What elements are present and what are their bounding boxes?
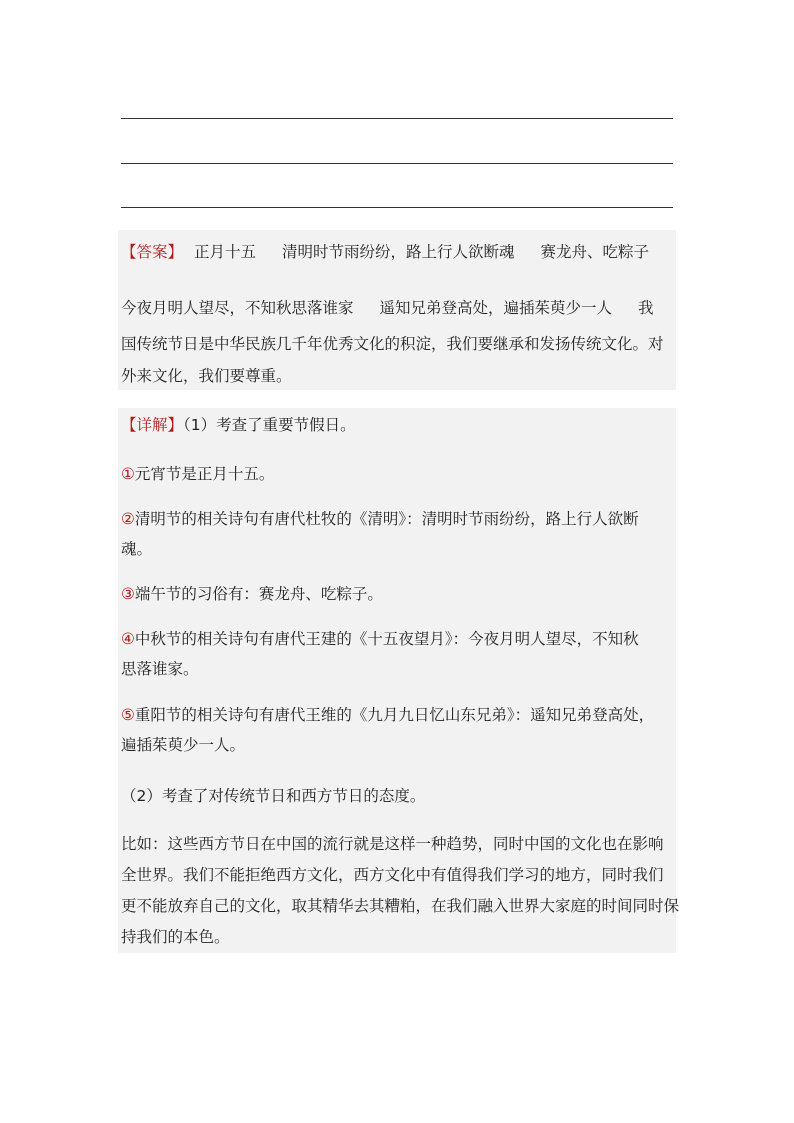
explain-heading [121, 413, 677, 435]
item-text-3: 端午节的习俗有：赛龙舟、吃粽子。 [134, 585, 383, 603]
answer-6-start: 我 [638, 299, 654, 317]
example-text-2: 全世界。我们不能拒绝西方文化，西方文化中有值得我们学习的地方，同时我们 [121, 866, 664, 884]
answer-line-4 [121, 364, 677, 386]
item-number-4: ④ [121, 630, 135, 648]
example-line-1 [121, 832, 677, 854]
item-number-1: ① [121, 465, 135, 483]
item-text-2-cont: 魂。 [121, 540, 153, 558]
answer-2: 清明时节雨纷纷，路上行人欲断魂 [281, 243, 515, 261]
answer-4: 今夜月明人望尽，不知秋思落谁家 [121, 299, 354, 317]
answer-blank-line-3 [121, 207, 673, 208]
answer-3: 赛龙舟、吃粽子 [540, 243, 649, 261]
answer-blank-line-1 [121, 118, 673, 119]
answer-5: 遥知兄弟登高处，遍插茱萸少一人 [379, 299, 613, 317]
explain-part1: （1）考查了重要节假日。 [183, 416, 356, 434]
answer-line-2 [121, 296, 677, 318]
item-text-1: 元宵节是正月十五。 [134, 465, 275, 483]
explain-item-1 [121, 462, 677, 484]
answer-6-end: 外来文化，我们要尊重。 [121, 367, 292, 385]
example-line-2 [121, 863, 677, 885]
item-text-2: 清明节的相关诗句有唐代杜牧的《清明》：清明时节雨纷纷，路上行人欲断 [134, 510, 639, 528]
explain-item-2-cont [121, 537, 677, 559]
answer-line-1 [121, 240, 677, 262]
explain-item-5 [121, 703, 677, 725]
answer-6-cont: 国传统节日是中华民族几千年优秀文化的积淀，我们要继承和发扬传统文化。对 [121, 335, 664, 353]
item-text-4-cont: 思落谁家。 [121, 660, 199, 678]
answer-1: 正月十五 [193, 243, 256, 261]
example-line-3 [121, 894, 680, 916]
item-number-2: ② [121, 510, 135, 528]
explain-tag: 【详解】 [121, 416, 184, 434]
explain-item-5-cont [121, 733, 677, 755]
item-number-3: ③ [121, 585, 135, 603]
answer-tag: 【答案】 [121, 243, 184, 261]
item-number-5: ⑤ [121, 706, 135, 724]
answer-line-3 [121, 332, 677, 354]
explain-part2-text: （2）考查了对传统节日和西方节日的态度。 [121, 787, 426, 805]
example-text-4: 持我们的本色。 [121, 928, 230, 946]
explain-item-3 [121, 582, 677, 604]
explain-item-4 [121, 627, 677, 649]
example-text-1: 比如：这些西方节日在中国的流行就是这样一种趋势，同时中国的文化也在影响 [121, 835, 664, 853]
example-text-3: 更不能放弃自己的文化，取其精华去其糟粕，在我们融入世界大家庭的时间同时保 [121, 897, 680, 915]
item-text-5-cont: 遍插茱萸少一人。 [121, 736, 246, 754]
explain-item-4-cont [121, 657, 677, 679]
answer-blank-line-2 [121, 163, 673, 164]
example-line-4 [121, 925, 677, 947]
item-text-5: 重阳节的相关诗句有唐代王维的《九月九日忆山东兄弟》：遥知兄弟登高处， [134, 706, 655, 724]
explain-part2 [121, 784, 677, 806]
explain-item-2 [121, 507, 677, 529]
item-text-4: 中秋节的相关诗句有唐代王建的《十五夜望月》：今夜月明人望尽，不知秋 [134, 630, 639, 648]
